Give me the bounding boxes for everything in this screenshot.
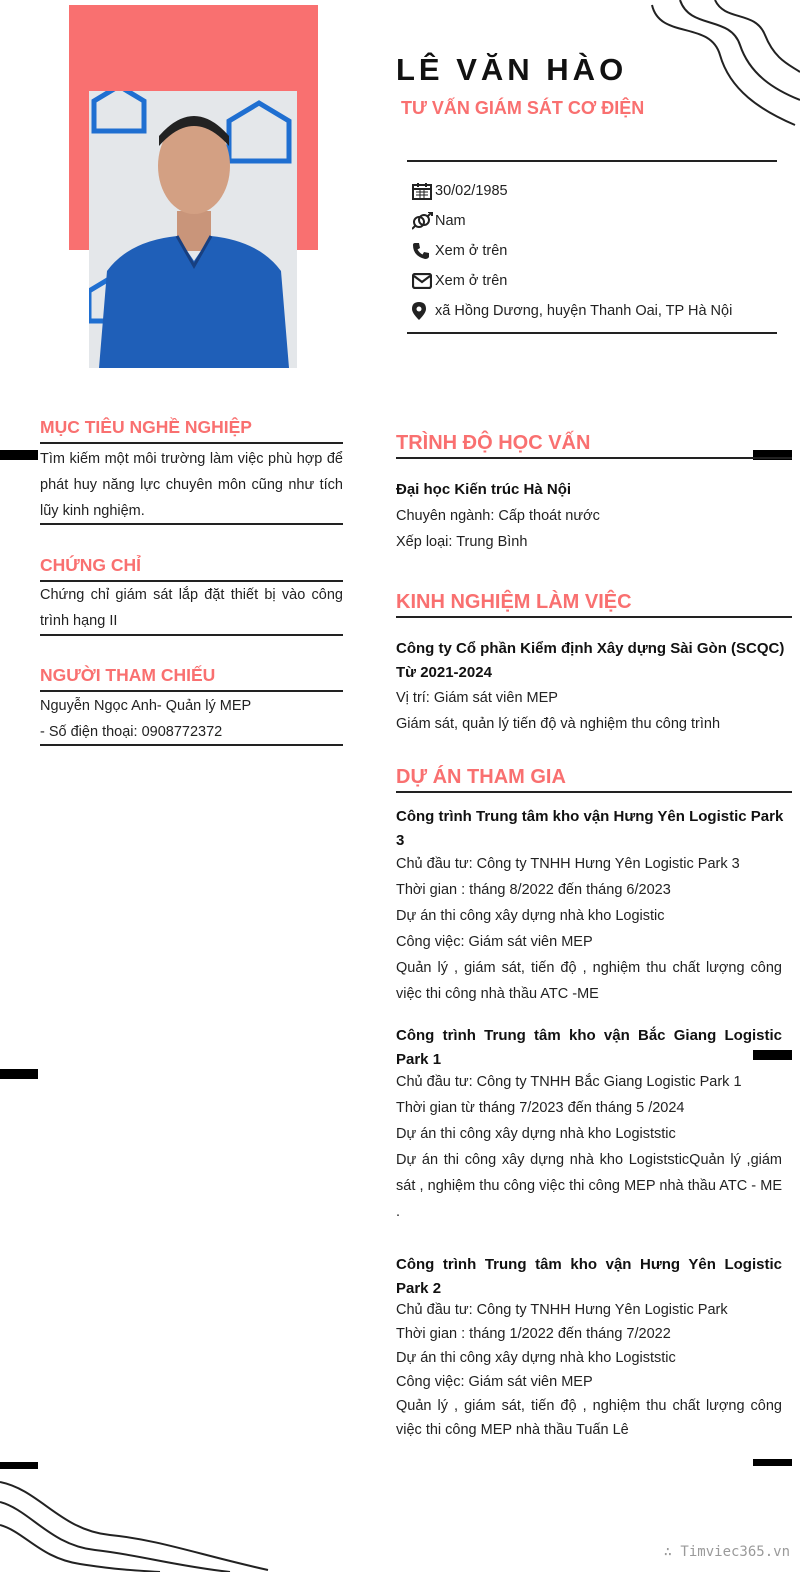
- project-2-time: Thời gian từ tháng 7/2023 đến tháng 5 /2024: [396, 1100, 685, 1116]
- watermark-text: Timviec365.vn: [680, 1544, 790, 1560]
- contact-birthday: [412, 176, 782, 206]
- contact-address: [412, 296, 782, 326]
- project-3-scope: Dự án thi công xây dựng nhà kho Logiststic: [396, 1350, 676, 1366]
- profile-photo: [89, 91, 297, 368]
- experience-rule: [396, 616, 792, 618]
- gender-icon: [412, 212, 435, 230]
- job-title: TƯ VẤN GIÁM SÁT CƠ ĐIỆN: [401, 98, 645, 118]
- phone-text: Xem ở trên: [435, 243, 508, 259]
- birthday-text: 30/02/1985: [435, 183, 508, 199]
- watermark-dots-icon: ∴: [663, 1544, 681, 1560]
- decor-dash: [0, 1069, 38, 1079]
- project-1-duty: Quản lý , giám sát, tiến độ , nghiệm thu chất lượng công việc thi công nhà thầu ATC -ME: [396, 960, 782, 1002]
- contact-gender: [412, 206, 782, 236]
- projects-title: DỰ ÁN THAM GIA: [396, 766, 566, 788]
- references-top-rule: [40, 690, 343, 692]
- project-3-role: Công việc: Giám sát viên MEP: [396, 1374, 593, 1390]
- references-title: NGƯỜI THAM CHIẾU: [40, 665, 216, 685]
- project-1-name: Công trình Trung tâm kho vận Hưng Yên Logistic Park 3: [396, 808, 784, 849]
- project-2-duty: Dự án thi công xây dựng nhà kho LogiststicQuản lý ,giám sát , nghiệm thu công việc thi công MEP nhà thầu ATC - ME .: [396, 1152, 782, 1220]
- project-2-scope: Dự án thi công xây dựng nhà kho Logiststic: [396, 1126, 676, 1142]
- references-line-2: - Số điện thoại: 0908772372: [40, 724, 223, 740]
- experience-period: Từ 2021-2024: [396, 664, 492, 681]
- address-text: xã Hồng Dương, huyện Thanh Oai, TP Hà Nội: [435, 303, 733, 319]
- decorative-waves-bottom: [0, 1470, 270, 1572]
- contact-info: [412, 176, 782, 326]
- education-title: TRÌNH ĐỘ HỌC VẤN: [396, 432, 591, 454]
- candidate-name: LÊ VĂN HÀO: [396, 52, 628, 87]
- decor-dash: [753, 1459, 792, 1466]
- contact-phone: [412, 236, 782, 266]
- experience-title: KINH NGHIỆM LÀM VIỆC: [396, 591, 632, 613]
- email-text: Xem ở trên: [435, 273, 508, 289]
- project-3-investor: Chủ đầu tư: Công ty TNHH Hưng Yên Logistic Park: [396, 1302, 728, 1318]
- contact-email: [412, 266, 782, 296]
- project-2-investor: Chủ đầu tư: Công ty TNHH Bắc Giang Logistic Park 1: [396, 1074, 742, 1090]
- education-rule: [396, 457, 792, 459]
- project-1-scope: Dự án thi công xây dựng nhà kho Logistic: [396, 908, 665, 924]
- map-pin-icon: [412, 302, 435, 320]
- contact-bottom-rule: [407, 332, 777, 334]
- projects-rule: [396, 791, 792, 793]
- contact-top-rule: [407, 160, 777, 162]
- project-3-name: Công trình Trung tâm kho vận Hưng Yên Logistic Park 2: [396, 1256, 782, 1297]
- experience-company: Công ty Cổ phần Kiểm định Xây dựng Sài Gòn (SCQC): [396, 640, 785, 657]
- project-3-duty: Quản lý , giám sát, tiến độ , nghiệm thu chất lượng công việc thi công MEP nhà thầu Tuấn Lê: [396, 1398, 782, 1438]
- certificates-title: CHỨNG CHỈ: [40, 555, 142, 575]
- experience-position: Vị trí: Giám sát viên MEP: [396, 690, 558, 706]
- certificates-bottom-rule: [40, 634, 343, 636]
- decor-dash: [0, 450, 38, 460]
- calendar-icon: [412, 182, 435, 200]
- education-school: Đại học Kiến trúc Hà Nội: [396, 481, 572, 498]
- objective-title: MỤC TIÊU NGHỀ NGHIỆP: [40, 417, 252, 437]
- project-1-investor: Chủ đầu tư: Công ty TNHH Hưng Yên Logistic Park 3: [396, 856, 740, 872]
- education-grade: Xếp loại: Trung Bình: [396, 534, 528, 550]
- education-major: Chuyên ngành: Cấp thoát nước: [396, 508, 600, 524]
- experience-description: Giám sát, quản lý tiến độ và nghiệm thu công trình: [396, 716, 721, 732]
- phone-icon: [412, 242, 435, 260]
- envelope-icon: [412, 272, 435, 290]
- objective-top-rule: [40, 442, 343, 444]
- project-1-role: Công việc: Giám sát viên MEP: [396, 934, 593, 950]
- watermark: [664, 1544, 790, 1560]
- references-bottom-rule: [40, 744, 343, 746]
- references-line-1: Nguyễn Ngọc Anh- Quản lý MEP: [40, 698, 252, 714]
- project-3-time: Thời gian : tháng 1/2022 đến tháng 7/2022: [396, 1326, 671, 1342]
- objective-text: Tìm kiếm một môi trường làm việc phù hợp để phát huy năng lực chuyên môn cũng như tích lũy kinh nghiệm.: [40, 451, 343, 519]
- project-1-time: Thời gian : tháng 8/2022 đến tháng 6/2023: [396, 882, 671, 898]
- decor-dash: [0, 1462, 38, 1469]
- project-2-name: Công trình Trung tâm kho vận Bắc Giang Logistic Park 1: [396, 1027, 782, 1068]
- objective-bottom-rule: [40, 523, 343, 525]
- decorative-waves-top: [640, 0, 800, 130]
- gender-text: Nam: [435, 213, 466, 229]
- certificates-text: Chứng chỉ giám sát lắp đặt thiết bị vào công trình hạng II: [40, 587, 343, 629]
